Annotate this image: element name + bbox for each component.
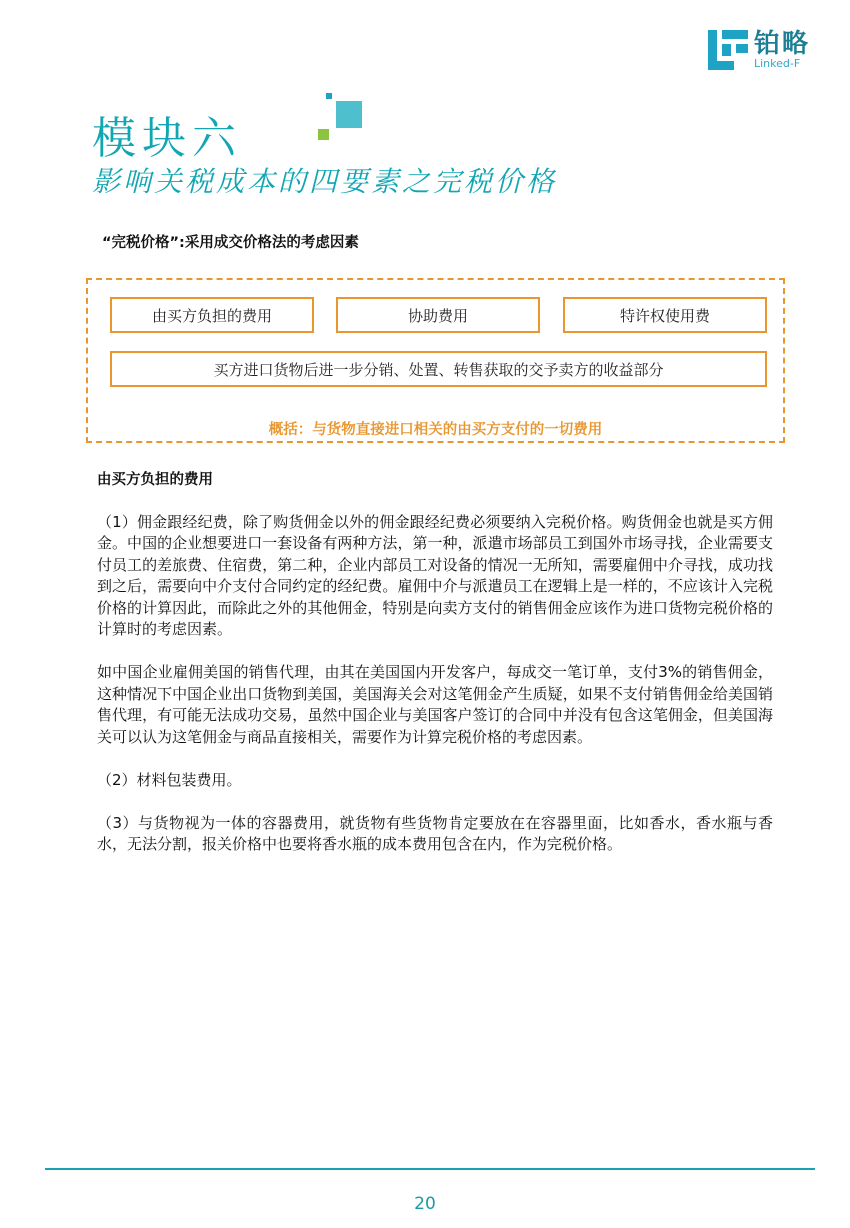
logo-mark-icon bbox=[708, 30, 748, 70]
footer-divider bbox=[45, 1168, 815, 1170]
factor-summary: 概括：与货物直接进口相关的由买方支付的一切费用 bbox=[268, 422, 603, 438]
body-paragraph-4: （3）与货物视为一体的容器费用，就货物有些货物肯定要放在在容器里面，比如香水，香水瓶与香水，无法分割，报关价格中也要将香水瓶的成本费用包含在内，作为完税价格。 bbox=[97, 813, 773, 853]
square-large-teal bbox=[336, 101, 362, 128]
logo-text-en: Linked-F bbox=[753, 57, 801, 70]
brand-logo bbox=[708, 30, 810, 70]
factor-box bbox=[86, 278, 785, 443]
factor-assist-costs: 协助费用 bbox=[336, 297, 540, 333]
body-paragraph-2: 如中国企业雇佣美国的销售代理，由其在美国国内开发客户，每成交一笔订单，支付3%的销售佣金，这种情况下中国企业出口货物到美国，美国海关会对这笔佣金产生质疑，如果不支付销售佣金给美国销售代理，有可能无法成功交易，虽然中国企业与美国客户签订的合同中并没有包含这笔佣金，但美国海关可以认为这笔佣金与商品直接相关，需要作为计算完税价格的考虑因素。 bbox=[97, 663, 773, 746]
factor-royalties: 特许权使用费 bbox=[563, 297, 767, 333]
square-small-blue bbox=[326, 93, 332, 99]
factor-buyer-costs: 由买方负担的费用 bbox=[110, 297, 314, 333]
module-title: 模块六 bbox=[92, 113, 242, 164]
logo-text-cn: 铂略 bbox=[753, 29, 810, 59]
body-heading: 由买方负担的费用 bbox=[97, 472, 213, 488]
body-content bbox=[97, 470, 773, 877]
factor-resale-proceeds: 买方进口货物后进一步分销、处置、转售获取的交予卖方的收益部分 bbox=[110, 351, 767, 387]
body-paragraph-3: （2）材料包装费用。 bbox=[97, 770, 242, 789]
square-green bbox=[318, 129, 329, 140]
page-number: 20 bbox=[414, 1194, 436, 1214]
section-heading: “完税价格”:采用成交价格法的考虑因素 bbox=[102, 235, 359, 251]
body-paragraph-1: （1）佣金跟经纪费，除了购货佣金以外的佣金跟经纪费必须要纳入完税价格。购货佣金也就是买方佣金。中国的企业想要进口一套设备有两种方法，第一种，派遣市场部员工到国外市场寻找，企业需要支付员工的差旅费、住宿费，第二种，企业内部员工对设备的情况一无所知，需要雇佣中介寻找，成功找到之后，需要向中介支付合同约定的经纪费。雇佣中介与派遣员工在逻辑上是一样的，不应该计入完税价格的计算因此，而除此之外的其他佣金，特别是向卖方支付的销售佣金应该作为进口货物完税价格的计算时的考虑因素。 bbox=[97, 512, 773, 638]
module-subtitle: 影响关税成本的四要素之完税价格 bbox=[92, 165, 558, 198]
